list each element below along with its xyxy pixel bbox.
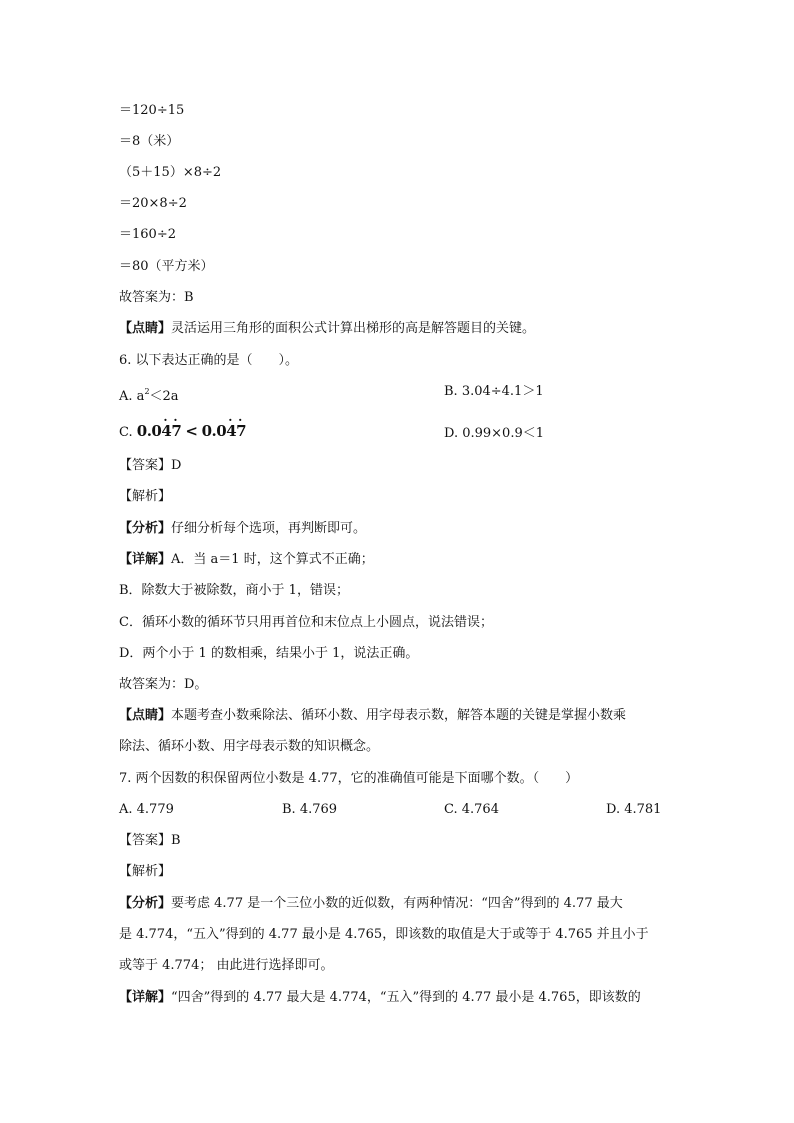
answer-line: 故答案为：B <box>119 290 194 305</box>
option-6d: D. 0.99×0.9＜1 <box>444 426 545 441</box>
tip-tag: 【点睛】 <box>119 321 172 336</box>
detail-6: 【详解】A．当 a＝1 时，这个算式不正确； <box>119 552 374 567</box>
option-7b: B. 4.769 <box>282 802 338 817</box>
calc-line: ＝20×8÷2 <box>119 196 187 211</box>
repeating-decimal-right: 0.04 ·7 · <box>202 422 246 440</box>
answer-7: 【答案】B <box>119 833 181 848</box>
option-7d: D. 4.781 <box>606 802 662 817</box>
question-6: 6. 以下表达正确的是（ ）。 <box>119 353 299 368</box>
option-7a: A. 4.779 <box>119 802 174 817</box>
tip-paragraph <box>119 320 535 338</box>
detail-6-c: C．循环小数的循环节只用再首位和末位点上小圆点，说法错误； <box>119 615 493 630</box>
tip-text: 灵活运用三角形的面积公式计算出梯形的高是解答题目的关键。 <box>171 321 536 336</box>
calc-line: ＝8（米） <box>119 134 180 149</box>
analysis-6: 【分析】仔细分析每个选项，再判断即可。 <box>119 521 367 536</box>
analysis-header-6: 【解析】 <box>119 489 172 504</box>
detail-6-b: B．除数大于被除数，商小于 1，错误； <box>119 583 349 598</box>
tip-6: 【点睛】本题考查小数乘除法、循环小数、用字母表示数，解答本题的关键是掌握小数乘 <box>119 708 627 723</box>
calc-line: ＝160÷2 <box>119 227 176 242</box>
answer-6: 【答案】D <box>119 458 182 473</box>
detail-6-d: D．两个小于 1 的数相乘，结果小于 1，说法正确。 <box>119 646 419 661</box>
conclusion-6: 故答案为：D。 <box>119 677 208 692</box>
tip-6-cont: 除法、循环小数、用字母表示数的知识概念。 <box>119 739 380 754</box>
analysis-7-cont: 是 4.774，“五入”得到的 4.77 最小是 4.765，即该数的取值是大于或等于 4.765 并且小于 <box>119 927 649 942</box>
calc-line: ＝120÷15 <box>119 103 185 118</box>
analysis-7-cont2: 或等于 4.774； 由此进行选择即可。 <box>119 958 334 973</box>
calc-line: （5＋15）×8÷2 <box>119 165 222 180</box>
analysis-header-7: 【解析】 <box>119 864 172 879</box>
repeating-decimal-left: 0.04 ·7 · <box>137 422 181 440</box>
option-6c: C. 0.04 ·7 · < 0.04 ·7 · <box>119 422 246 442</box>
analysis-7: 【分析】要考虑 4.77 是一个三位小数的近似数，有两种情况：“四舍”得到的 4.77 最大 <box>119 896 623 911</box>
question-7: 7. 两个因数的积保留两位小数是 4.77，它的准确值可能是下面哪个数。（ ） <box>119 771 579 786</box>
option-6b: B. 3.04÷4.1＞1 <box>444 384 544 399</box>
option-6a: A. $a^2<2a$ <box>119 387 179 404</box>
calc-line: ＝80（平方米） <box>119 259 214 274</box>
option-7c: C. 4.764 <box>444 802 499 817</box>
detail-7: 【详解】“四舍”得到的 4.77 最大是 4.774，“五入”得到的 4.77 最小是 4.765，即该数的 <box>119 990 641 1005</box>
